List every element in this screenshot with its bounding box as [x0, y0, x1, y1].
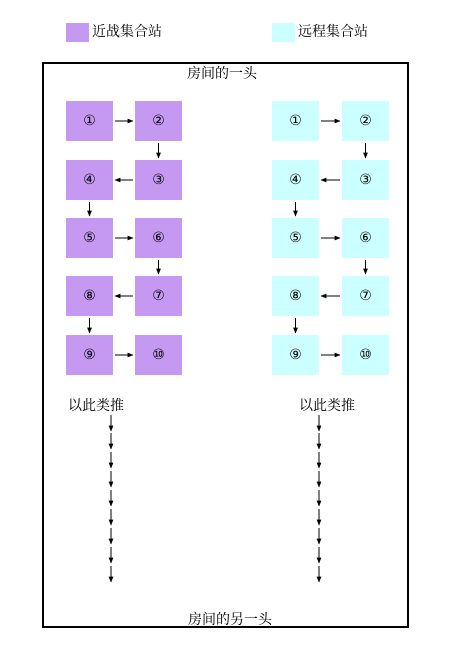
melee-position-5: ⑤ — [66, 218, 113, 258]
melee-legend-label: 近战集合站 — [92, 24, 162, 40]
ranged-position-1: ① — [272, 101, 319, 141]
melee-position-6: ⑥ — [135, 218, 182, 258]
ranged-position-9: ⑨ — [272, 335, 319, 375]
room-bottom-label: 房间的另一头 — [188, 612, 272, 628]
ranged-position-6: ⑥ — [342, 218, 389, 258]
ranged-continuation-label: 以此类推 — [299, 398, 355, 414]
melee-position-3: ③ — [135, 160, 182, 200]
melee-position-4: ④ — [66, 160, 113, 200]
ranged-position-3: ③ — [342, 160, 389, 200]
ranged-legend-label: 远程集合站 — [298, 24, 368, 40]
room-top-label: 房间的一头 — [187, 66, 257, 82]
ranged-position-4: ④ — [272, 160, 319, 200]
ranged-position-2: ② — [342, 101, 389, 141]
melee-position-2: ② — [135, 101, 182, 141]
ranged-position-10: ⑩ — [342, 335, 389, 375]
melee-position-8: ⑧ — [66, 276, 113, 316]
melee-position-9: ⑨ — [66, 335, 113, 375]
melee-position-1: ① — [66, 101, 113, 141]
melee-continuation-label: 以此类推 — [68, 398, 124, 414]
ranged-position-8: ⑧ — [272, 276, 319, 316]
ranged-position-7: ⑦ — [342, 276, 389, 316]
melee-position-7: ⑦ — [135, 276, 182, 316]
ranged-position-5: ⑤ — [272, 218, 319, 258]
melee-position-10: ⑩ — [135, 335, 182, 375]
